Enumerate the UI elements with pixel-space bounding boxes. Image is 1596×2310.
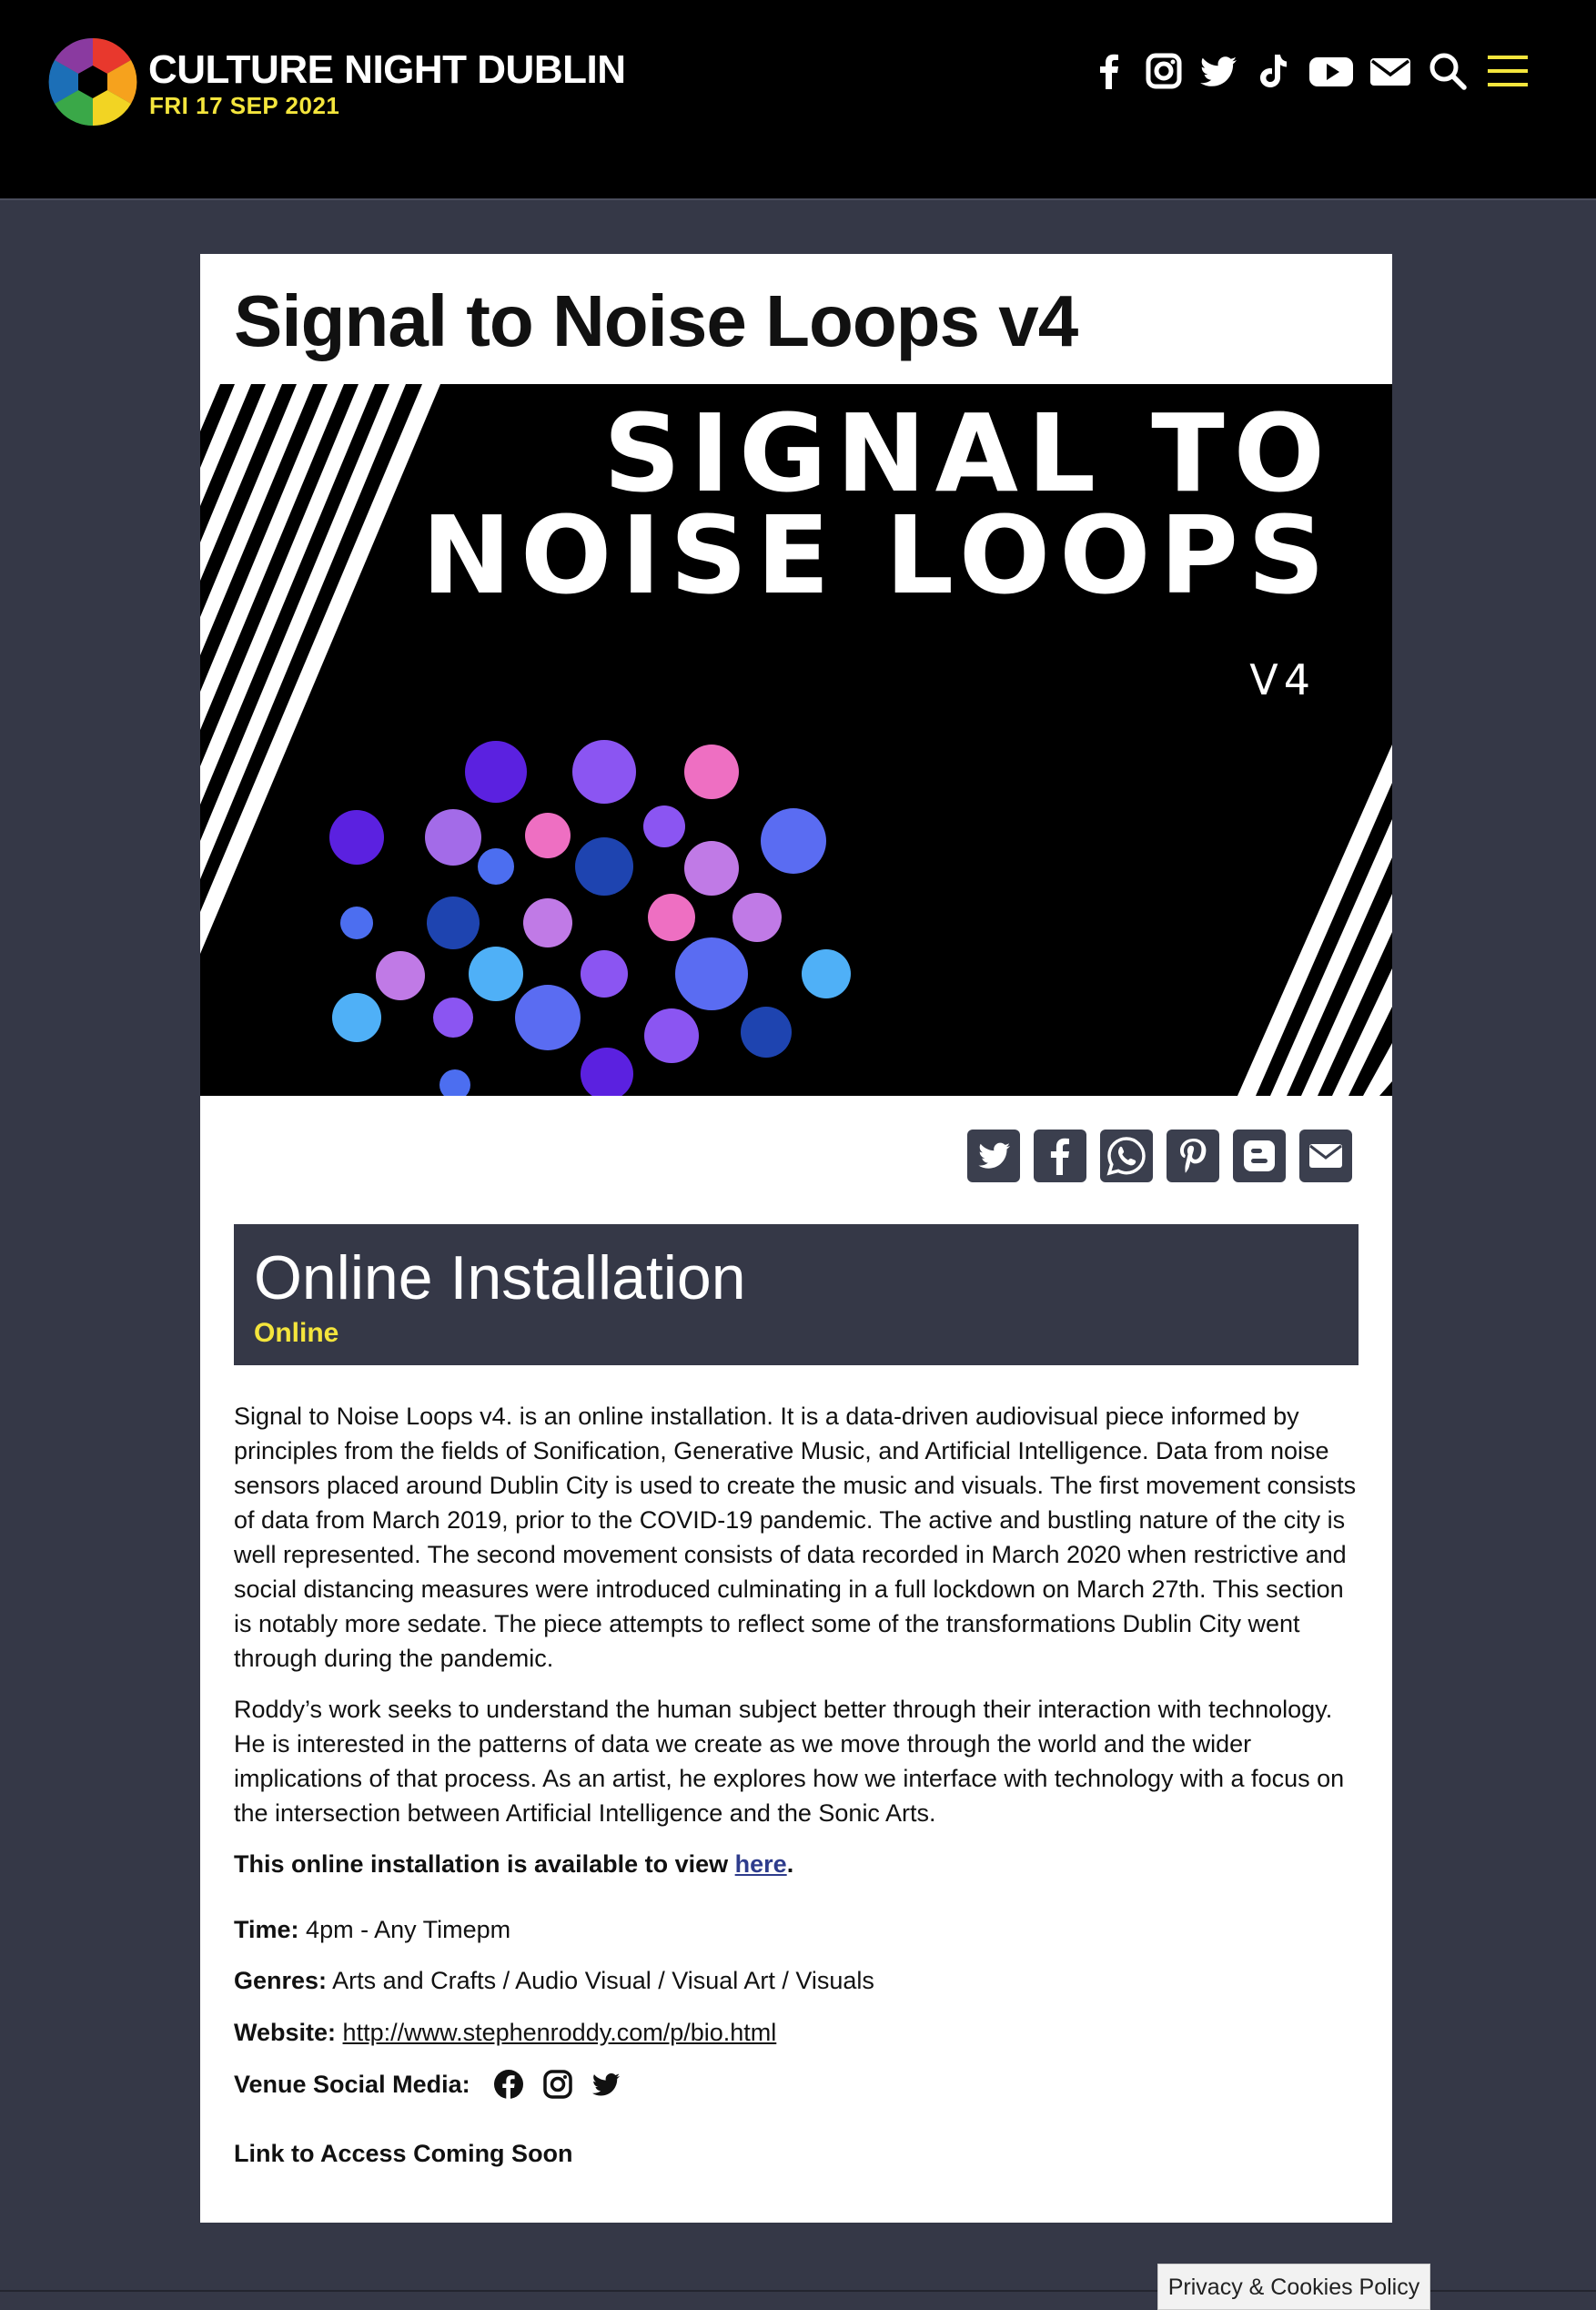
privacy-cookies-button[interactable]: Privacy & Cookies Policy: [1157, 2264, 1430, 2310]
youtube-icon[interactable]: [1308, 49, 1355, 93]
email-icon: [1299, 1130, 1352, 1182]
facebook-icon[interactable]: [493, 2069, 524, 2100]
brand-name[interactable]: CULTURE NIGHT DUBLIN: [148, 47, 626, 92]
website-label: Website:: [234, 2019, 337, 2046]
venue-social-label: Venue Social Media:: [234, 2071, 470, 2098]
hero-dots: [329, 740, 851, 1096]
view-prefix: This online installation is available to view: [234, 1850, 735, 1878]
meta-access-note: [234, 2136, 1359, 2171]
site-header: [0, 0, 1596, 200]
hero-stripes-left: [200, 384, 440, 954]
meta-time: [234, 1912, 1359, 1947]
venue-social-icons: [482, 2069, 621, 2103]
website-link[interactable]: http://www.stephenroddy.com/p/bio.html: [342, 2019, 777, 2046]
genres-value: Arts and Crafts / Audio Visual / Visual Art / Visuals: [332, 1967, 874, 1994]
description-paragraph: Signal to Noise Loops v4. is an online installation. It is a data-driven audiovisual piece informed by principles from the fields of Sonification, Generative Music, and Artificial Intelligence. Data from noise sensors placed around Dublin City is used to create the music and visuals. The first movement consists of data from March 2019, prior to the COVID-19 pandemic. The active and bustling nature of the city is well represented. The second movement consists of data recorded in March 2020 when restrictive and social distancing measures were introduced culminating in a full lockdown on March 27th. This section is notably more sedate. The piece attempts to reflect some of the transformations Dublin City went through during the pandemic.: [234, 1403, 1357, 1672]
hero-title: [421, 390, 1334, 618]
whatsapp-icon: [1100, 1130, 1153, 1182]
twitter-icon: [967, 1130, 1020, 1182]
event-title: Signal to Noise Loops v4: [234, 280, 1078, 361]
section-header: [234, 1224, 1359, 1365]
meta-genres: [234, 1963, 1359, 1998]
instagram-icon[interactable]: [542, 2069, 573, 2100]
twitter-icon[interactable]: [1197, 49, 1240, 93]
view-installation-line: [234, 1847, 1359, 1881]
tiktok-icon[interactable]: [1251, 49, 1295, 93]
menu-icon[interactable]: [1486, 49, 1530, 93]
meta-venue-social: [234, 2067, 1359, 2103]
event-description: [234, 1399, 1359, 1898]
twitter-icon[interactable]: [591, 2069, 621, 2100]
share-blogger-button[interactable]: [1233, 1130, 1286, 1182]
share-email-button[interactable]: [1299, 1130, 1352, 1182]
hero-stripes-right: [1237, 745, 1392, 1096]
share-facebook-button[interactable]: [1034, 1130, 1086, 1182]
facebook-icon: [1034, 1130, 1086, 1182]
section-subtitle: Online: [254, 1318, 339, 1348]
share-pinterest-button[interactable]: [1167, 1130, 1219, 1182]
pinterest-icon: [1167, 1130, 1219, 1182]
email-icon[interactable]: [1368, 49, 1413, 93]
instagram-icon[interactable]: [1142, 49, 1186, 93]
section-title: Online Installation: [254, 1243, 746, 1312]
hero-version: V4: [1249, 655, 1316, 704]
brand-date: FRI 17 SEP 2021: [149, 92, 340, 119]
time-value: 4pm - Any Timepm: [306, 1916, 511, 1943]
view-here-link[interactable]: here: [734, 1850, 787, 1878]
description-paragraph: Roddy’s work seeks to understand the human subject better through their interaction with technology. He is interested in the patterns of data we create as we move through the world and the wider implications of that process. As an artist, he explores how we interface with technology with a focus on the intersection between Artificial Intelligence and the Sonic Arts.: [234, 1696, 1345, 1827]
share-whatsapp-button[interactable]: [1100, 1130, 1153, 1182]
share-twitter-button[interactable]: [967, 1130, 1020, 1182]
hero-title-line2: NOISE LOOPS: [421, 492, 1334, 618]
facebook-icon[interactable]: [1087, 49, 1131, 93]
meta-website: [234, 2015, 1359, 2050]
event-card: [200, 254, 1392, 2223]
hero-title-line1: SIGNAL TO: [603, 390, 1334, 516]
access-note: Link to Access Coming Soon: [234, 2140, 573, 2167]
blogger-icon: [1233, 1130, 1286, 1182]
culture-night-logo-icon[interactable]: [47, 36, 138, 127]
genres-label: Genres:: [234, 1967, 328, 1994]
time-label: Time:: [234, 1916, 299, 1943]
view-suffix: .: [786, 1850, 794, 1878]
search-icon[interactable]: [1426, 49, 1470, 93]
event-hero-image: [200, 384, 1392, 1096]
